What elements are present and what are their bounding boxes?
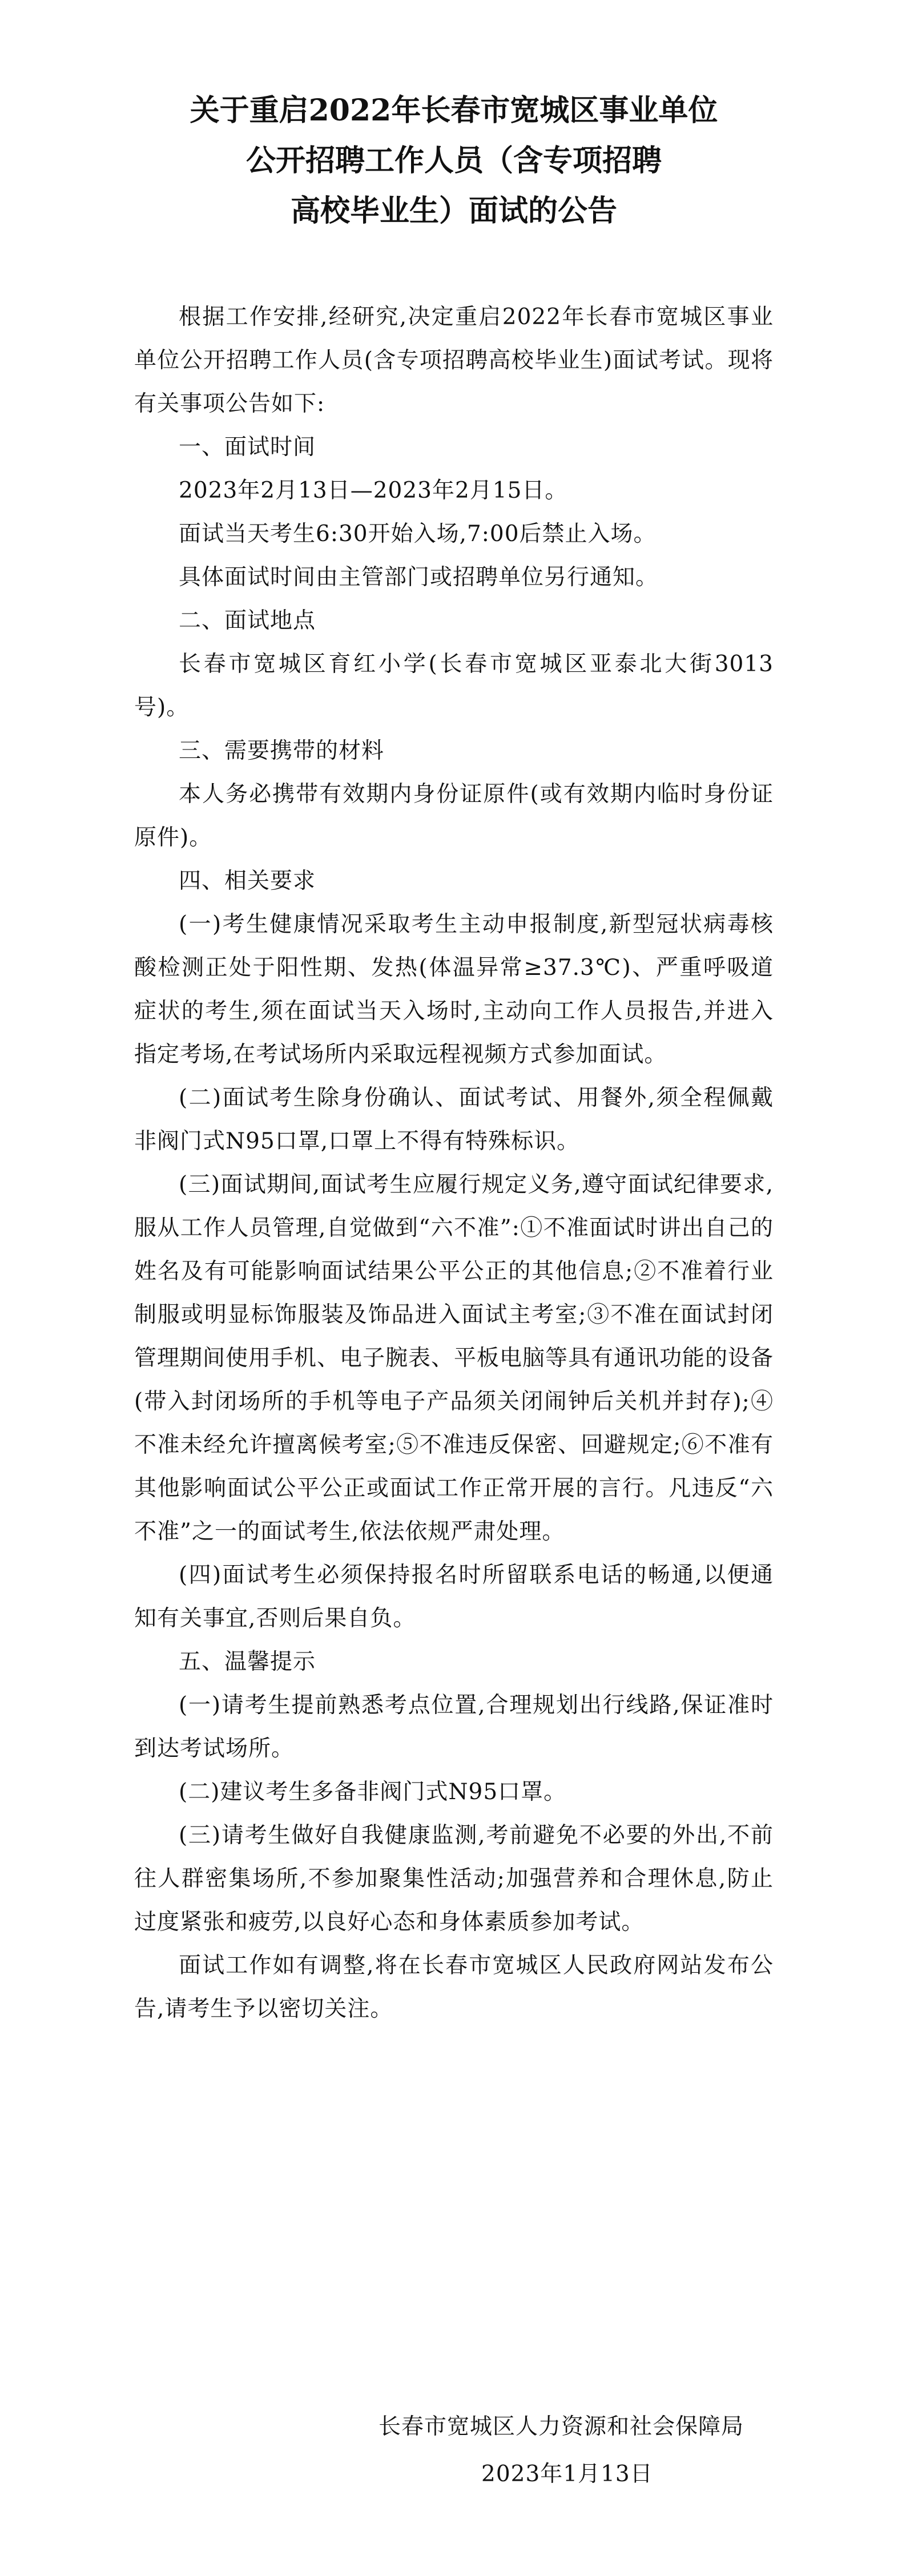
section-heading-location: 二、面试地点 <box>179 608 316 634</box>
paragraph: (二)面试考生除身份确认、面试考试、用餐外,须全程佩戴非阀门式N95口罩,口罩上不得有特殊标识。 <box>134 1085 774 1154</box>
section-heading-materials: 三、需要携带的材料 <box>179 738 385 764</box>
paragraph: (三)请考生做好自我健康监测,考前避免不必要的外出,不前往人群密集场所,不参加聚集性活动;加强营养和合理休息,防止过度紧张和疲劳,以良好心态和身体素质参加考试。 <box>134 1823 774 1935</box>
paragraph: (四)面试考生必须保持报名时所留联系电话的畅通,以便通知有关事宜,否则后果自负。 <box>134 1562 774 1631</box>
signature-date: 2023年1月13日 <box>481 2461 653 2487</box>
paragraph: 本人务必携带有效期内身份证原件(或有效期内临时身份证原件)。 <box>134 781 774 850</box>
section-heading-time: 一、面试时间 <box>179 434 316 460</box>
title-line: 关于重启2022年长春市宽城区事业单位 <box>190 93 718 128</box>
paragraph: 长春市宽城区育红小学(长春市宽城区亚泰北大街3013号)。 <box>134 651 774 720</box>
announcement-body <box>134 296 774 2031</box>
paragraph: (三)面试期间,面试考生应履行规定义务,遵守面试纪律要求,服从工作人员管理,自觉做到“六不准”:①不准面试时讲出自己的姓名及有可能影响面试结果公平公正的其他信息;②不准着行业制服或明显标饰服装及饰品进入面试主考室;③不准在面试封闭管理期间使用手机、电子腕表、平板电脑等具有通讯功能的设备(带入封闭场所的手机等电子产品须关闭闹钟后关机并封存);④不准未经允许擅离候考室;⑤不准违反保密、回避规定;⑥不准有其他影响面试公平公正或面试工作正常开展的言行。凡违反“六不准”之一的面试考生,依法依规严肃处理。 <box>134 1172 774 1545</box>
paragraph: (二)建议考生多备非阀门式N95口罩。 <box>179 1779 567 1805</box>
signature-organization: 长春市宽城区人力资源和社会保障局 <box>378 2414 744 2440</box>
announcement-title <box>134 86 774 236</box>
paragraph: 具体面试时间由主管部门或招聘单位另行通知。 <box>179 565 659 590</box>
title-line: 公开招聘工作人员（含专项招聘 <box>245 143 662 178</box>
intro-paragraph: 根据工作安排,经研究,决定重启2022年长春市宽城区事业单位公开招聘工作人员(含专项招聘高校毕业生)面试考试。现将有关事项公告如下: <box>134 304 774 417</box>
section-heading-requirements: 四、相关要求 <box>179 868 316 894</box>
title-line: 高校毕业生）面试的公告 <box>290 193 617 228</box>
announcement-document <box>134 86 774 2031</box>
paragraph: 面试当天考生6:30开始入场,7:00后禁止入场。 <box>179 521 657 547</box>
paragraph: (一)考生健康情况采取考生主动申报制度,新型冠状病毒核酸检测正处于阳性期、发热(体温异常≥37.3℃)、严重呼吸道症状的考生,须在面试当天入场时,主动向工作人员报告,并进入指定考场,在考试场所内采取远程视频方式参加面试。 <box>134 912 774 1067</box>
paragraph: 2023年2月13日—2023年2月15日。 <box>179 478 568 503</box>
section-heading-tips: 五、温馨提示 <box>179 1649 316 1675</box>
paragraph: (一)请考生提前熟悉考点位置,合理规划出行线路,保证准时到达考试场所。 <box>134 1692 774 1761</box>
closing-paragraph: 面试工作如有调整,将在长春市宽城区人民政府网站发布公告,请考生予以密切关注。 <box>134 1953 774 2022</box>
